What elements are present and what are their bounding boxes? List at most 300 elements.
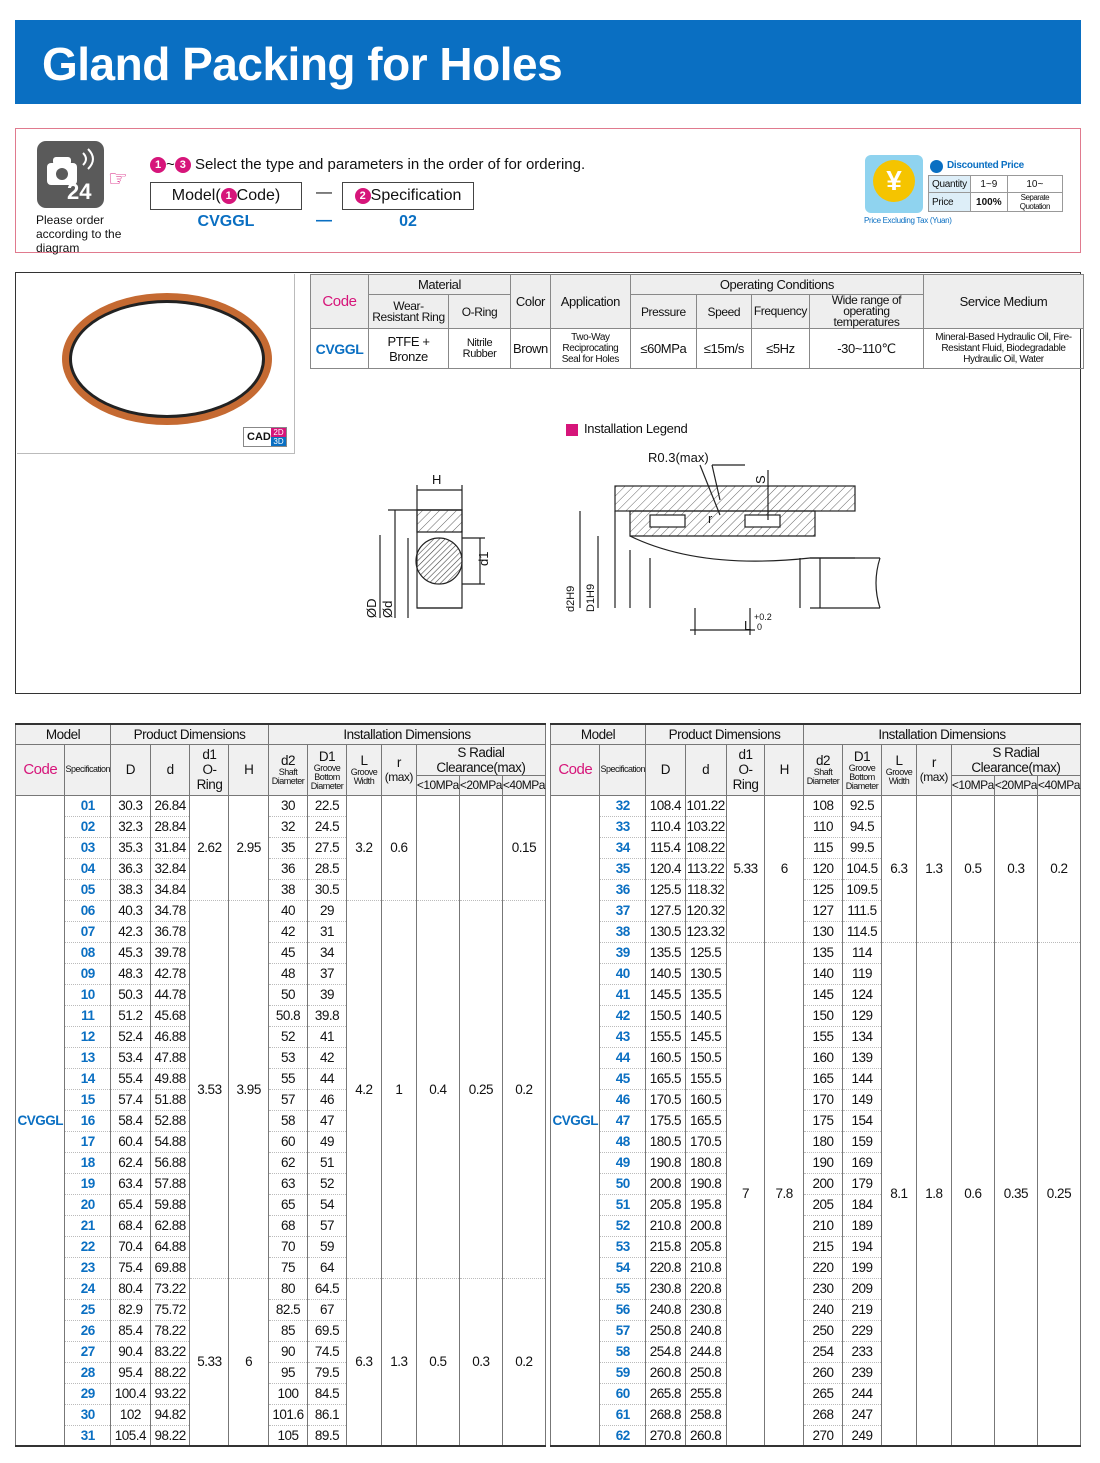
qty-2: 10~ xyxy=(1007,176,1062,193)
D1-cell: 109.5 xyxy=(843,879,882,900)
D1-cell: 139 xyxy=(843,1047,882,1068)
D-cell: 200.8 xyxy=(646,1173,686,1194)
d-cell: 150.5 xyxy=(685,1047,726,1068)
spec-cell: 24 xyxy=(65,1278,111,1299)
d-cell: 250.8 xyxy=(685,1362,726,1383)
installation-legend-label: Installation Legend xyxy=(584,421,688,436)
spec-cell: 09 xyxy=(65,963,111,984)
spec-cell: 04 xyxy=(65,858,111,879)
d2-cell: 32 xyxy=(268,816,307,837)
d2-cell: 58 xyxy=(268,1110,307,1131)
price-label: Price xyxy=(929,193,971,212)
H-cell: 6 xyxy=(229,1278,269,1446)
d2-cell: 42 xyxy=(268,921,307,942)
D-cell: 85.4 xyxy=(111,1320,151,1341)
d-cell: 170.5 xyxy=(685,1131,726,1152)
D1-cell: 233 xyxy=(843,1341,882,1362)
D1-cell: 129 xyxy=(843,1005,882,1026)
d-cell: 93.22 xyxy=(150,1383,190,1404)
s20-cell: 0.35 xyxy=(994,942,1037,1446)
d2-cell: 215 xyxy=(803,1236,842,1257)
d-cell: 56.88 xyxy=(150,1152,190,1173)
spec-cell: 32 xyxy=(600,795,646,816)
d-cell: 39.78 xyxy=(150,942,190,963)
D-cell: 265.8 xyxy=(646,1383,686,1404)
h-p10: <10MPa xyxy=(416,775,459,795)
D1-cell: 114 xyxy=(843,942,882,963)
spec-cell: 05 xyxy=(65,879,111,900)
dimension-table-right xyxy=(550,723,1081,1447)
L-cell: 6.3 xyxy=(882,795,917,942)
d-cell: 36.78 xyxy=(150,921,190,942)
D1-cell: 119 xyxy=(843,963,882,984)
label-d1: d1 xyxy=(476,551,491,566)
bullet-icon xyxy=(930,160,943,173)
h-H: H xyxy=(229,744,269,795)
D-cell: 60.4 xyxy=(111,1131,151,1152)
spec-cell: 48 xyxy=(600,1131,646,1152)
label-L-tol-up: +0.2 xyxy=(754,612,772,622)
label-od: ØD xyxy=(364,598,379,618)
d2-cell: 48 xyxy=(268,963,307,984)
r-cell: 1.3 xyxy=(916,795,951,942)
d-cell: 255.8 xyxy=(685,1383,726,1404)
h-product: Product Dimensions xyxy=(646,724,804,744)
s40-cell: 0.15 xyxy=(502,795,545,900)
d2-cell: 90 xyxy=(268,1341,307,1362)
h-p20: <20MPa xyxy=(459,775,502,795)
h-r: r (max) xyxy=(381,744,416,795)
h-d: d xyxy=(150,744,190,795)
h-p40: <40MPa xyxy=(1037,775,1080,795)
label-h: H xyxy=(432,472,442,487)
price-table xyxy=(928,175,1063,212)
h-D: D xyxy=(111,744,151,795)
spec-cell: 28 xyxy=(65,1362,111,1383)
step-end-badge: 3 xyxy=(175,157,191,173)
spec-cell: 56 xyxy=(600,1299,646,1320)
d-cell: 42.78 xyxy=(150,963,190,984)
d-cell: 145.5 xyxy=(685,1026,726,1047)
spec-cell: 31 xyxy=(65,1425,111,1446)
h-L: L Groove Width xyxy=(882,744,917,795)
D1-cell: 247 xyxy=(843,1404,882,1425)
D-cell: 35.3 xyxy=(111,837,151,858)
spec-cell: 35 xyxy=(600,858,646,879)
svg-text:24: 24 xyxy=(67,179,92,204)
spec-num-badge: 2 xyxy=(355,188,371,204)
D1-cell: 169 xyxy=(843,1152,882,1173)
D-cell: 53.4 xyxy=(111,1047,151,1068)
tax-note: Price Excluding Tax (Yuan) xyxy=(864,216,952,225)
d2-cell: 62 xyxy=(268,1152,307,1173)
D1-cell: 67 xyxy=(308,1299,347,1320)
D-cell: 65.4 xyxy=(111,1194,151,1215)
d-cell: 101.22 xyxy=(685,795,726,816)
h-D1: D1 Groove Bottom Diameter xyxy=(308,744,347,795)
D-cell: 82.9 xyxy=(111,1299,151,1320)
D1-cell: 46 xyxy=(308,1089,347,1110)
D1-cell: 89.5 xyxy=(308,1425,347,1446)
d-cell: 34.78 xyxy=(150,900,190,921)
d-cell: 69.88 xyxy=(150,1257,190,1278)
h-p10: <10MPa xyxy=(951,775,994,795)
D-cell: 155.5 xyxy=(646,1026,686,1047)
D1-cell: 199 xyxy=(843,1257,882,1278)
d-cell: 26.84 xyxy=(150,795,190,816)
d-cell: 98.22 xyxy=(150,1425,190,1446)
D1-cell: 49 xyxy=(308,1131,347,1152)
d2-cell: 105 xyxy=(268,1425,307,1446)
D1-cell: 184 xyxy=(843,1194,882,1215)
spec-cell: 12 xyxy=(65,1026,111,1047)
spec-cell: 16 xyxy=(65,1110,111,1131)
D-cell: 102 xyxy=(111,1404,151,1425)
d-cell: 46.88 xyxy=(150,1026,190,1047)
D-cell: 268.8 xyxy=(646,1404,686,1425)
d2-cell: 57 xyxy=(268,1089,307,1110)
D-cell: 250.8 xyxy=(646,1320,686,1341)
D-cell: 240.8 xyxy=(646,1299,686,1320)
d-cell: 155.5 xyxy=(685,1068,726,1089)
D1-cell: 94.5 xyxy=(843,816,882,837)
d2-cell: 240 xyxy=(803,1299,842,1320)
s20-cell: 0.3 xyxy=(994,795,1037,942)
d1-cell: 3.53 xyxy=(190,900,229,1278)
s20-cell xyxy=(459,795,502,900)
D1-cell: 99.5 xyxy=(843,837,882,858)
h-install: Installation Dimensions xyxy=(803,724,1080,744)
L-cell: 8.1 xyxy=(882,942,917,1446)
d2-cell: 115 xyxy=(803,837,842,858)
spec-cell: 15 xyxy=(65,1089,111,1110)
spec-h-oring: O-Ring xyxy=(449,295,511,329)
code-cell: CVGGL xyxy=(16,795,65,1446)
d2-cell: 50.8 xyxy=(268,1005,307,1026)
spec-cell: 57 xyxy=(600,1320,646,1341)
h-d1: d1 O-Ring xyxy=(726,744,765,795)
D1-cell: 39.8 xyxy=(308,1005,347,1026)
d2-cell: 50 xyxy=(268,984,307,1005)
instruction-text: Select the type and parameters in the order of for ordering. xyxy=(194,156,586,173)
d-cell: 47.88 xyxy=(150,1047,190,1068)
D1-cell: 34 xyxy=(308,942,347,963)
D-cell: 30.3 xyxy=(111,795,151,816)
spec-cell: 07 xyxy=(65,921,111,942)
D1-cell: 30.5 xyxy=(308,879,347,900)
spec-h-temp: Wide range of operating temperatures xyxy=(809,295,923,329)
d2-cell: 36 xyxy=(268,858,307,879)
D-cell: 32.3 xyxy=(111,816,151,837)
D1-cell: 134 xyxy=(843,1026,882,1047)
L-cell: 3.2 xyxy=(347,795,382,900)
D1-cell: 159 xyxy=(843,1131,882,1152)
D-cell: 90.4 xyxy=(111,1341,151,1362)
d-cell: 244.8 xyxy=(685,1341,726,1362)
D-cell: 42.3 xyxy=(111,921,151,942)
spec-cell: 46 xyxy=(600,1089,646,1110)
spec-speed: ≤15m/s xyxy=(696,329,751,369)
d1-cell: 2.62 xyxy=(190,795,229,900)
D-cell: 45.3 xyxy=(111,942,151,963)
spec-cell: 29 xyxy=(65,1383,111,1404)
D-cell: 220.8 xyxy=(646,1257,686,1278)
d2-cell: 200 xyxy=(803,1173,842,1194)
s40-cell: 0.2 xyxy=(502,900,545,1278)
spec-cell: 53 xyxy=(600,1236,646,1257)
D1-cell: 44 xyxy=(308,1068,347,1089)
d2-cell: 63 xyxy=(268,1173,307,1194)
d-cell: 57.88 xyxy=(150,1173,190,1194)
h-r: r (max) xyxy=(916,744,951,795)
label-L-tol-low: 0 xyxy=(757,622,763,632)
D-cell: 108.4 xyxy=(646,795,686,816)
d2-cell: 80 xyxy=(268,1278,307,1299)
label-r: r xyxy=(708,511,713,526)
D-cell: 95.4 xyxy=(111,1362,151,1383)
d2-cell: 55 xyxy=(268,1068,307,1089)
d-cell: 73.22 xyxy=(150,1278,190,1299)
d2-cell: 190 xyxy=(803,1152,842,1173)
d2-cell: 220 xyxy=(803,1257,842,1278)
h-install: Installation Dimensions xyxy=(268,724,545,744)
D-cell: 52.4 xyxy=(111,1026,151,1047)
d-cell: 45.68 xyxy=(150,1005,190,1026)
table-row xyxy=(16,795,546,816)
dash-separator-example: — xyxy=(316,212,332,229)
spec-cell: 58 xyxy=(600,1341,646,1362)
h-H: H xyxy=(765,744,804,795)
d2-cell: 45 xyxy=(268,942,307,963)
spec-cell: 47 xyxy=(600,1110,646,1131)
spec-cell: 06 xyxy=(65,900,111,921)
s10-cell: 0.6 xyxy=(951,942,994,1446)
D1-cell: 69.5 xyxy=(308,1320,347,1341)
spec-cell: 44 xyxy=(600,1047,646,1068)
label-r03: R0.3(max) xyxy=(648,450,709,465)
D1-cell: 47 xyxy=(308,1110,347,1131)
D1-cell: 37 xyxy=(308,963,347,984)
s40-cell: 0.2 xyxy=(502,1278,545,1446)
d2-cell: 110 xyxy=(803,816,842,837)
D-cell: 58.4 xyxy=(111,1110,151,1131)
D1-cell: 57 xyxy=(308,1215,347,1236)
D-cell: 38.3 xyxy=(111,879,151,900)
h-d: d xyxy=(685,744,726,795)
spec-medium: Mineral-Based Hydraulic Oil, Fire-Resistant Fluid, Biodegradable Hydraulic Oil, Water xyxy=(923,329,1083,369)
d2-cell: 175 xyxy=(803,1110,842,1131)
d-cell: 160.5 xyxy=(685,1089,726,1110)
D-cell: 205.8 xyxy=(646,1194,686,1215)
D-cell: 140.5 xyxy=(646,963,686,984)
d-cell: 260.8 xyxy=(685,1425,726,1446)
d2-cell: 120 xyxy=(803,858,842,879)
D1-cell: 104.5 xyxy=(843,858,882,879)
model-code-box xyxy=(150,182,302,210)
cad-2d-3d-badge xyxy=(271,428,286,446)
label-s: S xyxy=(753,475,768,484)
d2-cell: 101.6 xyxy=(268,1404,307,1425)
d-cell: 230.8 xyxy=(685,1299,726,1320)
example-spec: 02 xyxy=(399,213,417,230)
spec-cell: 11 xyxy=(65,1005,111,1026)
s20-cell: 0.3 xyxy=(459,1278,502,1446)
h-product: Product Dimensions xyxy=(111,724,269,744)
d-cell: 83.22 xyxy=(150,1341,190,1362)
spec-cell: 54 xyxy=(600,1257,646,1278)
D-cell: 57.4 xyxy=(111,1089,151,1110)
r-cell: 0.6 xyxy=(381,795,416,900)
model-prefix: Model( xyxy=(171,187,221,204)
spec-cell: 38 xyxy=(600,921,646,942)
D-cell: 68.4 xyxy=(111,1215,151,1236)
D1-cell: 29 xyxy=(308,900,347,921)
legend-marker-icon xyxy=(566,424,578,436)
d-cell: 123.32 xyxy=(685,921,726,942)
D1-cell: 179 xyxy=(843,1173,882,1194)
spec-cell: 39 xyxy=(600,942,646,963)
spec-cell: 25 xyxy=(65,1299,111,1320)
d2-cell: 254 xyxy=(803,1341,842,1362)
h-spec: Specification xyxy=(65,744,111,795)
D1-cell: 27.5 xyxy=(308,837,347,858)
spec-cell: 03 xyxy=(65,837,111,858)
spec-cell: 17 xyxy=(65,1131,111,1152)
D-cell: 105.4 xyxy=(111,1425,151,1446)
table-row xyxy=(551,795,1081,816)
h-L: L Groove Width xyxy=(347,744,382,795)
spec-cell: 37 xyxy=(600,900,646,921)
d2-cell: 270 xyxy=(803,1425,842,1446)
spec-cell: 33 xyxy=(600,816,646,837)
d-cell: 135.5 xyxy=(685,984,726,1005)
D-cell: 130.5 xyxy=(646,921,686,942)
D1-cell: 209 xyxy=(843,1278,882,1299)
D-cell: 165.5 xyxy=(646,1068,686,1089)
d-cell: 113.22 xyxy=(685,858,726,879)
D1-cell: 144 xyxy=(843,1068,882,1089)
d-cell: 31.84 xyxy=(150,837,190,858)
yen-icon: ¥ xyxy=(873,160,915,202)
specification-box xyxy=(342,182,474,210)
D-cell: 62.4 xyxy=(111,1152,151,1173)
d2-cell: 140 xyxy=(803,963,842,984)
spec-h-application: Application xyxy=(550,275,630,329)
code-num-badge: 1 xyxy=(221,188,237,204)
D1-cell: 54 xyxy=(308,1194,347,1215)
spec-cell: 23 xyxy=(65,1257,111,1278)
spec-cell: 40 xyxy=(600,963,646,984)
spec-cell: 45 xyxy=(600,1068,646,1089)
D-cell: 175.5 xyxy=(646,1110,686,1131)
D-cell: 115.4 xyxy=(646,837,686,858)
D1-cell: 41 xyxy=(308,1026,347,1047)
d-cell: 108.22 xyxy=(685,837,726,858)
d-cell: 118.32 xyxy=(685,879,726,900)
r-cell: 1.3 xyxy=(381,1278,416,1446)
spec-h-wear-ring: Wear-Resistant Ring xyxy=(369,295,449,329)
spec-h-medium: Service Medium xyxy=(923,275,1083,329)
D-cell: 260.8 xyxy=(646,1362,686,1383)
table-row xyxy=(551,942,1081,963)
D-cell: 150.5 xyxy=(646,1005,686,1026)
d-cell: 34.84 xyxy=(150,879,190,900)
D1-cell: 239 xyxy=(843,1362,882,1383)
spec-cell: 08 xyxy=(65,942,111,963)
price-1: 100% xyxy=(970,193,1007,212)
d-cell: 64.88 xyxy=(150,1236,190,1257)
d1-cell: 5.33 xyxy=(726,795,765,942)
d-cell: 88.22 xyxy=(150,1362,190,1383)
s40-cell: 0.25 xyxy=(1037,942,1080,1446)
label-D1: D1H9 xyxy=(585,583,597,612)
d2-cell: 75 xyxy=(268,1257,307,1278)
D-cell: 127.5 xyxy=(646,900,686,921)
d2-cell: 85 xyxy=(268,1320,307,1341)
d2-cell: 165 xyxy=(803,1068,842,1089)
D-cell: 145.5 xyxy=(646,984,686,1005)
qty-label: Quantity xyxy=(929,176,971,193)
spec-h-color: Color xyxy=(511,275,551,329)
h-d1: d1 O-Ring xyxy=(190,744,229,795)
d2-cell: 65 xyxy=(268,1194,307,1215)
d2-cell: 265 xyxy=(803,1383,842,1404)
spec-cell: 26 xyxy=(65,1320,111,1341)
D-cell: 55.4 xyxy=(111,1068,151,1089)
D-cell: 254.8 xyxy=(646,1341,686,1362)
installation-drawing xyxy=(340,440,900,660)
d2-cell: 127 xyxy=(803,900,842,921)
spec-cell: 20 xyxy=(65,1194,111,1215)
D1-cell: 22.5 xyxy=(308,795,347,816)
D-cell: 50.3 xyxy=(111,984,151,1005)
spec-frequency: ≤5Hz xyxy=(751,329,809,369)
d-cell: 75.72 xyxy=(150,1299,190,1320)
h-p20: <20MPa xyxy=(994,775,1037,795)
D-cell: 125.5 xyxy=(646,879,686,900)
D1-cell: 31 xyxy=(308,921,347,942)
badge-2d: 2D xyxy=(271,428,286,437)
d2-cell: 260 xyxy=(803,1362,842,1383)
D1-cell: 249 xyxy=(843,1425,882,1446)
table-row xyxy=(16,1278,546,1299)
spec-cell: 61 xyxy=(600,1404,646,1425)
d2-cell: 160 xyxy=(803,1047,842,1068)
label-id: Ød xyxy=(380,600,395,618)
d2-cell: 205 xyxy=(803,1194,842,1215)
spec-h-operating: Operating Conditions xyxy=(630,275,923,295)
D-cell: 110.4 xyxy=(646,816,686,837)
d2-cell: 130 xyxy=(803,921,842,942)
s10-cell: 0.4 xyxy=(416,900,459,1278)
spec-cell: 62 xyxy=(600,1425,646,1446)
D-cell: 70.4 xyxy=(111,1236,151,1257)
spec-cell: 21 xyxy=(65,1215,111,1236)
table-row xyxy=(16,900,546,921)
D-cell: 170.5 xyxy=(646,1089,686,1110)
H-cell: 7.8 xyxy=(765,942,804,1446)
spec-cell: 43 xyxy=(600,1026,646,1047)
spec-cell: 14 xyxy=(65,1068,111,1089)
D-cell: 36.3 xyxy=(111,858,151,879)
d-cell: 200.8 xyxy=(685,1215,726,1236)
step-sep: ~ xyxy=(166,156,175,173)
spec-code: CVGGL xyxy=(311,329,369,369)
h-d2: d2 Shaft Diameter xyxy=(268,744,307,795)
d2-cell: 100 xyxy=(268,1383,307,1404)
D-cell: 190.8 xyxy=(646,1152,686,1173)
d2-cell: 30 xyxy=(268,795,307,816)
